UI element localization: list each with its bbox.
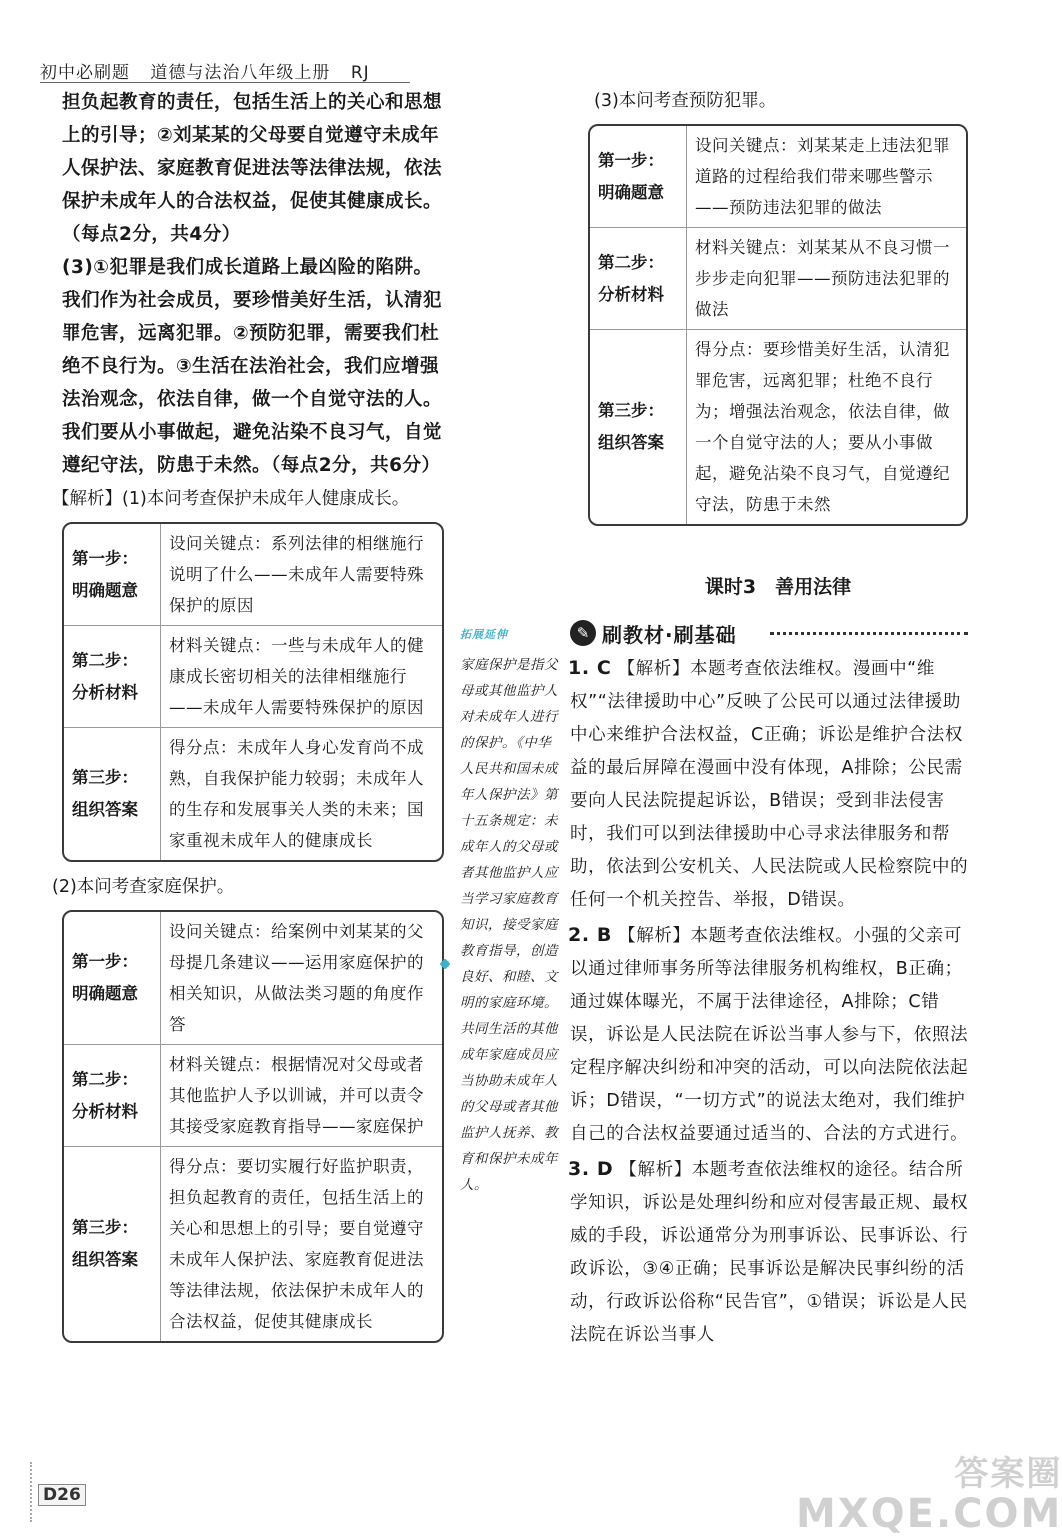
step-label: 第三步：组织答案 [590,329,687,524]
table-row [590,329,966,524]
watermark-en: MXQE.COM [796,1491,1062,1537]
answer-number: 1. C [568,657,612,679]
sidebar-text: 家庭保护是指父母或其他监护人对未成年人进行的保护。《中华人民共和国未成年人保护法》第十五条规定：未成年人的父母或者其他监护人应当学习家庭教育知识，接受家庭教育指导，创造良好、和睦、文明的家庭环境。共同生活的其他成年家庭成员应当协助未成年人的父母或者其他监护人抚养、教育和保护未成年人。 [460,657,558,1193]
step-label: 第三步：组织答案 [64,727,161,860]
step-label: 第一步：明确题意 [64,524,161,625]
q3-intro: (3)本问考查预防犯罪。 [594,91,777,111]
list-item [570,652,970,917]
table-row [64,1146,442,1341]
step-content: 得分点：要珍惜美好生活，认清犯罪危害，远离犯罪；杜绝不良行为；增强法治观念，依法自律，做一个自觉守法的人；要从小事做起，避免沾染不良习气，自觉遵纪守法，防患于未然 [687,329,966,524]
step-content: 得分点：要切实履行好监护职责，担负起教育的责任，包括生活上的关心和思想上的引导；要自觉遵守未成年人保护法、家庭教育促进法等法律法规，依法保护未成年人的合法权益，促使其健康成长 [161,1146,442,1341]
edition-tag: RJ [350,63,370,83]
step-content: 设问关键点：系列法律的相继施行说明了什么——未成年人需要特殊保护的原因 [169,534,424,615]
table-row [64,625,442,727]
margin-dots [30,1462,38,1522]
right-column [588,86,968,526]
step-content: 材料关键点：根据情况对父母或者其他监护人予以训诫，并可以责令其接受家庭教育指导——家庭保护 [161,1044,442,1146]
table-row [64,912,442,1044]
table-row [590,126,966,227]
page-number: D26 [38,1484,86,1506]
answer-2-continued: 担负起教育的责任，包括生活上的关心和思想上的引导；②刘某某的父母要自觉遵守未成年人保护法、家庭教育促进法等法律法规，依法保护未成年人的合法权益，促使其健康成长。（每点2分，共4分） [62,92,443,245]
analysis-table-2 [62,910,444,1343]
step-content: 设问关键点：刘某某走上违法犯罪道路的过程给我们带来哪些警示——预防违法犯罪的做法 [695,136,950,217]
analysis-table-3 [588,124,968,526]
answer-text: 【解析】本题考查依法维权。小强的父亲可以通过律师事务所等法律服务机构维权，B正确；通过媒体曝光，不属于法律途径，A排除；C错误，诉讼是人民法院在诉讼当事人参与下，依照法定程序解决纠纷和冲突的活动，可以向法院依法起诉；D错误，“一切方式”的说法太绝对，我们维护自己的合法权益要通过适当的、合法的方式进行。 [570,926,969,1144]
table-row [64,1044,442,1146]
analysis-intro: 【解析】(1)本问考查保护未成年人健康成长。 [52,489,410,509]
answer-text: 【解析】本题考查依法维权的途径。结合所学知识，诉讼是处理纠纷和应对侵害最正规、最权威的手段，诉讼通常分为刑事诉讼、民事诉讼、行政诉讼，③④正确；民事诉讼是解决民事纠纷的活动，行政诉讼俗称“民告官”，①错误；诉讼是人民法院在诉讼当事人 [570,1160,969,1345]
lesson-title: 课时3 善用法律 [704,576,852,598]
analysis-table-1 [62,522,444,862]
step-label: 第一步：明确题意 [64,912,161,1044]
step-label: 第二步：分析材料 [590,227,687,329]
header-divider [40,82,410,83]
series-name: 初中必刷题 [40,63,130,83]
left-column [52,86,444,1343]
step-label: 第二步：分析材料 [64,1044,161,1146]
step-label: 第二步：分析材料 [64,625,161,727]
table-row [64,524,442,625]
answer-block [62,86,444,482]
extension-sidebar [460,622,558,1198]
book-title: 道德与法治八年级上册 [150,63,331,83]
banner-dotted-rule [770,632,968,635]
answer-number: 3. D [568,1158,614,1180]
step-content: 材料关键点：一些与未成年人的健康成长密切相关的法律相继施行——未成年人需要特殊保护的原因 [161,625,442,727]
step-content: 设问关键点：给案例中刘某某的父母提几条建议——运用家庭保护的相关知识，从做法类习题的角度作答 [169,922,424,1034]
sidebar-title: 拓展延伸 [460,628,508,641]
watermark [796,1454,1062,1537]
page-header [40,58,384,83]
step-content: 材料关键点：刘某某从不良习惯一步步走向犯罪——预防违法犯罪的做法 [687,227,966,329]
step-label: 第一步：明确题意 [590,126,687,227]
answer-text: 【解析】本题考查依法维权。漫画中“维权”“法律援助中心”反映了公民可以通过法律援助中心来维护合法权益，C正确；诉讼是维护合法权益的最后屏障在漫画中没有体现，A排除；公民需要向人民法院提起诉讼，B错误；受到非法侵害时，我们可以到法律援助中心寻求法律服务和帮助，依法到公安机关、人民法院或人民检察院中的任何一个机关控告、举报，D错误。 [570,659,969,910]
answer-3: (3)①犯罪是我们成长道路上最凶险的陷阱。我们作为社会成员，要珍惜美好生活，认清犯罪危害，远离犯罪。②预防犯罪，需要我们杜绝不良行为。③生活在法治社会，我们应增强法治观念，依法自律，做一个自觉守法的人。我们要从小事做起，避免沾染不良习气，自觉遵纪守法，防患于未然。（每点2分，共6分） [62,257,443,476]
section-banner [570,618,737,648]
step-content: 得分点：未成年人身心发育尚不成熟，自我保护能力较弱；未成年人的生存和发展事关人类的未来；国家重视未成年人的健康成长 [161,727,442,860]
section-title: 刷教材·刷基础 [602,622,737,647]
table-row [64,727,442,860]
table-row [590,227,966,329]
list-item [570,919,970,1151]
watermark-cn: 答案圈 [954,1454,1062,1494]
answer-number: 2. B [568,924,612,946]
list-item [570,1153,970,1352]
q2-intro: (2)本问考查家庭保护。 [52,877,235,897]
step-label: 第三步：组织答案 [64,1146,161,1341]
answer-list [570,652,970,1354]
brush-icon: ✎ [570,620,596,646]
